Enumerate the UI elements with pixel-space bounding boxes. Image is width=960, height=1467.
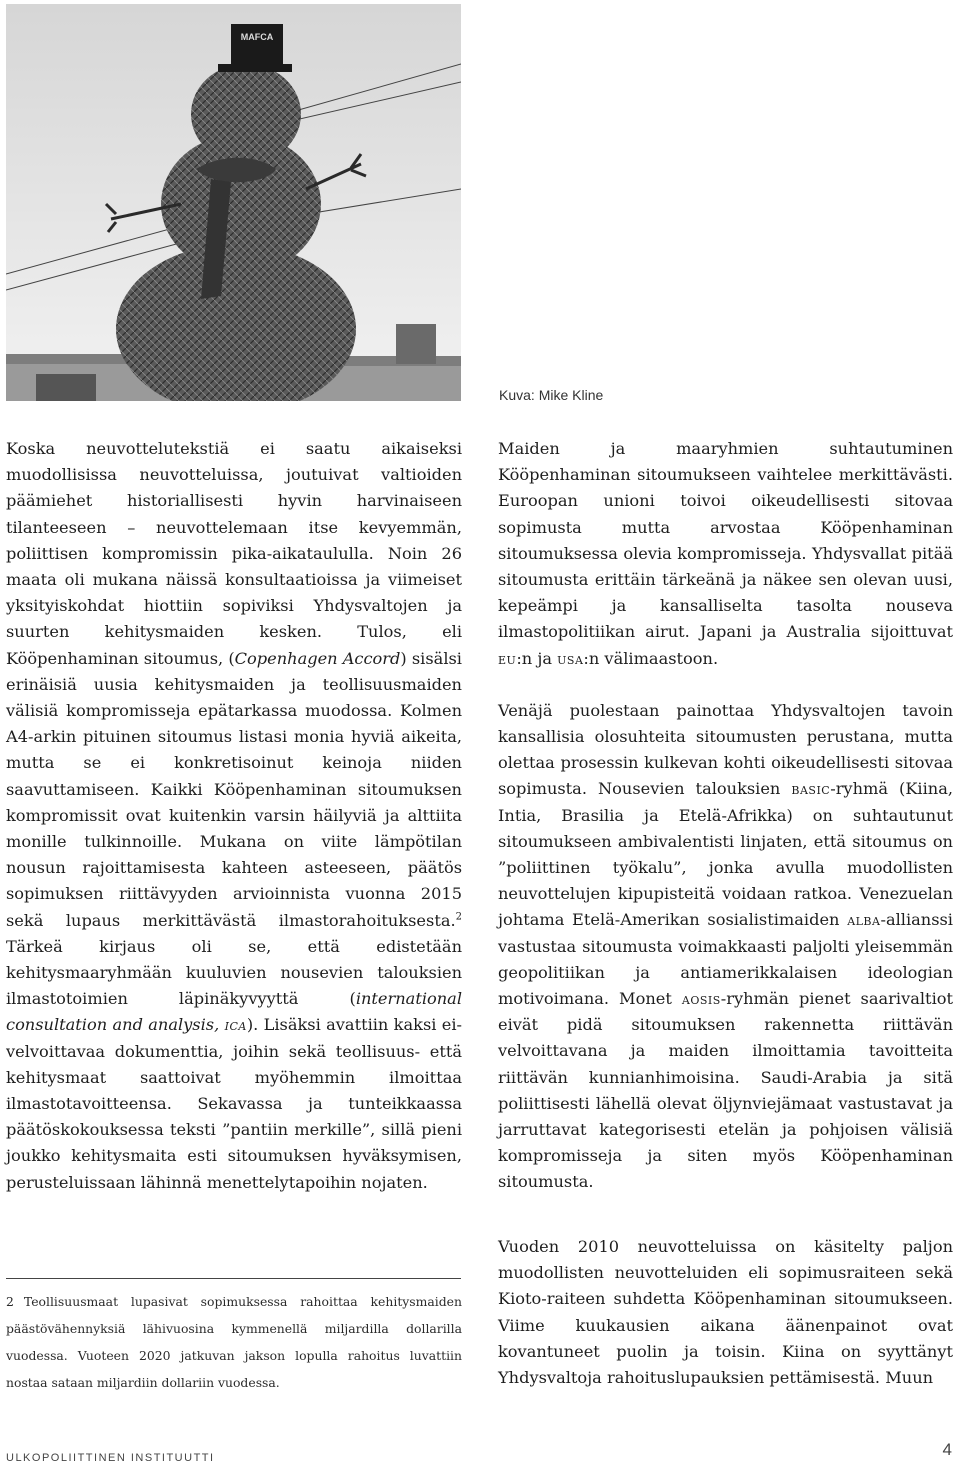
hat-logo-text: MAFCA bbox=[240, 32, 274, 42]
photo-caption: Kuva: Mike Kline bbox=[499, 387, 604, 403]
left-column bbox=[6, 436, 462, 1222]
right-paragraph-1: Maiden ja maaryhmien suhtautuminen Kööpenhaminan sitoumukseen vaihtelee merkittävästi. Euroopan unioni toivoi oikeudellisesti sitovaa sopimusta mutta arvostaa Kööpenhaminan sitoumuksessa olevia kompromisseja. Yhdysvallat pitää sitoumusta erittäin tärkeänä ja näkee sen olevan uusi, kepeämpi ja kansalliselta tasolta nouseva ilmastopolitiikan airut. Japani ja Australia sijoittuvat eu:n ja usa:n välimaastoon. bbox=[498, 439, 953, 668]
footnote-number: 2 bbox=[6, 1294, 14, 1309]
footnote bbox=[6, 1288, 462, 1396]
footnote-ref: 2 bbox=[455, 911, 462, 923]
publisher-footer: ULKOPOLIITTINEN INSTITUUTTI bbox=[6, 1452, 215, 1464]
photo bbox=[6, 4, 461, 401]
tumbleweed-snowman-photo bbox=[6, 4, 461, 401]
left-paragraph-1: Koska neuvottelutekstiä ei saatu aikaiseksi muodollisissa neuvotteluissa, joutuivat valtioiden päämiehet historiallisesti hyvin harvinaiseen tilanteeseen – neuvottelemaan itse kevyemmän, poliittisen kompromissin pika-aikataululla. Noin 26 maata oli mukana näissä konsultaatioissa ja viimeiset yksityiskohdat hiottiin sopiviksi Yhdysvaltojen ja suurten kehitysmaiden kesken. Tulos, eli Kööpenhaminan sitoumus, (Copenhagen Accord) sisälsi erinäisiä uusia kehitysmaiden ja teollisuusmaiden välisiä kompromisseja epätarkassa muodossa. Kolmen A4-arkin pituinen sitoumus listasi monia hyviä aikeita, mutta se ei konkretisoinut keinoja niiden saavuttamiseen. Kaikki Kööpenhaminan sitoumuksen kompromissit ovat kuitenkin varsin häilyviä ja alttiita monille tulkinnoille. Mukana on viite lämpötilan nousun rajoittamisesta kahteen asteeseen, päätös sopimuksen riittävyyden arvioinnista vuonna 2015 sekä lupaus merkittävästä ilmastorahoituksesta.$^2$ Tärkeä kirjaus oli se, että edistetään kehitysmaaryhmään kuuluvien nousevien talouksien ilmastotoimien läpinäkyvyyttä (international consultation and analysis, ica). Lisäksi avattiin kaksi ei-velvoittavaa dokumenttia, joihin sekä teollisuus- että kehitysmaat saattoivat myöhemmin ilmoittaa ilmastotavoitteensa. Sekavassa ja tunteikkaassa päätöskokouksessa teksti ”pantiin merkille”, sillä pieni joukko kehitysmaita esti sitoumuksen hyväksymisen, perusteluissaan lähinnä menettelytapoihin nojaten. bbox=[6, 439, 462, 1192]
footnote-divider bbox=[6, 1278, 461, 1279]
right-column bbox=[498, 436, 953, 1222]
page-number: 4 bbox=[942, 1440, 952, 1459]
footnote-text: Teollisuusmaat lupasivat sopimuksessa rahoittaa kehitysmaiden päästövähennyksiä lähivuosina kymmenellä miljardilla dollarilla vuodessa. Vuoteen 2020 jatkuvan jakson lopulla rahoitus luvattiin nostaa sataan miljardiin dollariin vuodessa. bbox=[6, 1294, 462, 1390]
right-paragraph-2: Venäjä puolestaan painottaa Yhdysvaltojen tavoin kansallisia olosuhteita sitoumusten perustana, mutta olettaa prosessin kulkevan kohti oikeudellisesti sitovaa sopimusta. Nousevien talouksien basic-ryhmä (Kiina, Intia, Brasilia ja Etelä-Afrikka) on suhtautunut sitoumukseen ambivalentisti linjaten, että sitoumus on ”poliittinen työkalu”, jonka avulla muodollisten neuvottelujen kipupisteitä voidaan ratkoa. Venezuelan johtama Etelä-Amerikan sosialistimaiden alba-allianssi vastustaa sitoumusta voimakkaasti paljolti yleisemmän geopolitiikan ja antiamerikkalaisen ideologian motivoimana. Monet aosis-ryhmän pienet saarivaltiot eivät pidä sitoumuksen rakennetta riittävän velvoittavana ja maiden ilmoittamia tavoitteita riittävän kunnianhimoisina. Saudi-Arabia ja sitä poliittisesti lähellä olevat öljynviejämaat vastustavat ja jarruttavat kategorisesti etelän ja pohjoisen välisiä kompromisseja ja siten myös Kööpenhaminan sitoumusta. bbox=[498, 700, 953, 1192]
right-paragraph-3: Vuoden 2010 neuvotteluissa on käsitelty paljon muodollisten neuvotteluiden eli sopimusraiteen sekä Kioto-raiteen suhdetta Kööpenhaminan sitoumukseen. Viime kuukausien aikana äänenpainot ovat kovantuneet puolin ja toisin. Kiina on syyttänyt Yhdysvaltoja rahoituslupauksien pettämisestä. Muun bbox=[498, 1237, 953, 1388]
right-column-lower bbox=[498, 1234, 953, 1417]
